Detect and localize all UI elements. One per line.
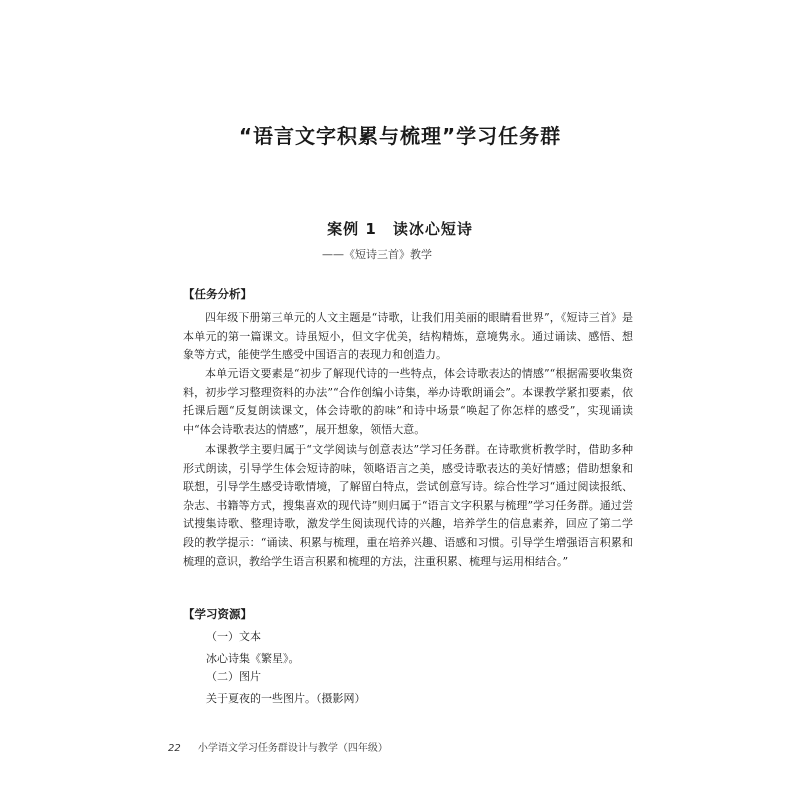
section-heading-analysis: 【任务分析】	[183, 287, 252, 301]
resource-item: 关于夏夜的一些图片。（摄影网）	[206, 692, 366, 705]
page-title: “语言文字积累与梳理”学习任务群	[238, 124, 562, 148]
paragraph: 本单元语文要素是“初步了解现代诗的一些特点，体会诗歌表达的情感”“根据需要收集资料，初步学习整理资料的办法”“合作创编小诗集，举办诗歌朗诵会”。本课教学紧扣要素，依托课后题“反复朗读课文，体会诗歌的韵味”和诗中场景“唤起了你怎样的感受”，实现诵读中“体会诗歌表达的情感”，展开想象，领悟大意。	[183, 367, 633, 436]
section-heading-resources: 【学习资源】	[183, 607, 252, 621]
case-title: 案例 1 读冰心短诗	[327, 220, 473, 238]
book-title: 小学语文学习任务群设计与教学（四年级）	[197, 743, 388, 754]
page-footer	[168, 739, 388, 754]
resource-item: 冰心诗集《繁星》。	[206, 652, 300, 665]
paragraph: 四年级下册第三单元的人文主题是“诗歌，让我们用美丽的眼睛看世界”，《短诗三首》是本单元的第一篇课文。诗虽短小，但文字优美，结构精炼，意境隽永。通过诵读、感悟、想象等方式，能使学生感受中国语言的表现力和创造力。	[183, 311, 633, 362]
paragraph: 本课教学主要归属于“文学阅读与创意表达”学习任务群。在诗歌赏析教学时，借助多种形式朗读，引导学生体会短诗韵味，领略语言之美，感受诗歌表达的美好情感；借助想象和联想，引导学生感受诗歌情境，了解留白特点，尝试创意写诗。综合性学习“通过阅读报纸、杂志、书籍等方式，搜集喜欢的现代诗”则归属于“语言文字积累与梳理”学习任务群。通过尝试搜集诗歌、整理诗歌，激发学生阅读现代诗的兴趣，培养学生的信息素养，回应了第二学段的教学提示：“诵读、积累与梳理，重在培养兴趣、语感和习惯。引导学生增强语言积累和梳理的意识，教给学生语言积累和梳理的方法，注重积累、梳理与运用相结合。”	[183, 443, 633, 568]
case-subtitle: ——《短诗三首》教学	[322, 248, 432, 261]
resource-item: （二）图片	[206, 670, 261, 683]
page-number: 22	[168, 743, 181, 754]
resource-item: （一）文本	[206, 630, 261, 643]
